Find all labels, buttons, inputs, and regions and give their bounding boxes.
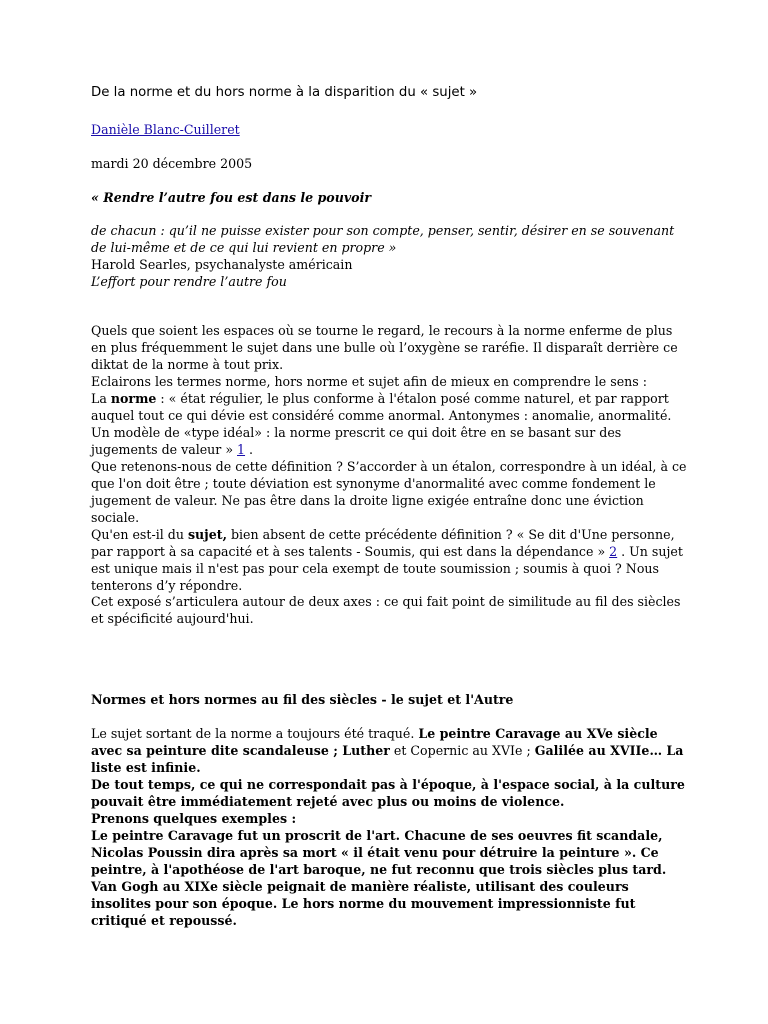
section-p1-bold-b: Galilée au XVIIe… La liste est infinie. — [91, 743, 684, 775]
footnote-link-2[interactable]: 2 — [609, 544, 618, 559]
epigraph-source: L’effort pour rendre l’autre fou — [91, 274, 287, 289]
intro-section — [91, 322, 687, 594]
norme-definition-end: . — [245, 442, 254, 457]
section-paragraph-3: Prenons quelques exemples : — [91, 811, 297, 826]
section-heading: Normes et hors normes au fil des siècles - le sujet et l'Autre — [91, 692, 514, 707]
publication-date: mardi 20 décembre 2005 — [91, 156, 253, 171]
section-paragraph-4: Le peintre Caravage fut un proscrit de l'art. Chacune de ses oeuvres fit scandale, Nicolas Poussin dira après sa mort « il était venu pour détruire la peinture ». Ce peintre, à l'apothéose de l'art baroque, ne fut reconnu que trois siècles plus tard. — [91, 828, 667, 877]
section-paragraph-2: De tout temps, ce qui ne correspondait pas à l'époque, à l'espace social, à la culture pouvait être immédiatement rejeté avec plus ou moins de violence. — [91, 777, 685, 809]
sujet-definition-text: bien absent de cette précédente définition ? « Se dit d'Une personne, par rapport à sa capacité et à ses talents - Soumis, qui est dans la dépendance » — [91, 527, 675, 559]
norme-prefix: La — [91, 391, 111, 406]
norme-term: norme — [110, 391, 157, 406]
section-p1-text: Le sujet sortant de la norme a toujours été traqué. — [91, 726, 419, 741]
sujet-prefix: Qu'en est-il du — [91, 527, 188, 542]
intro-paragraph-1: Quels que soient les espaces où se tourne le regard, le recours à la norme enferme de plus en plus fréquemment le sujet dans une bulle où l’oxygène se raréfie. Il disparaît derrière ce diktat de la norme à tout prix. — [91, 323, 678, 372]
sujet-definition-end: . Un sujet est unique mais il n'est pas pour cela exempt de toute soumission ; soumis à quoi ? Nous tenterons d’y répondre. — [91, 544, 683, 593]
epigraph-block — [91, 222, 687, 290]
sujet-term: sujet, — [187, 527, 227, 542]
norme-definition — [91, 390, 687, 458]
section-paragraph-1 — [91, 725, 687, 776]
document-title: De la norme et du hors norme à la disparition du « sujet » — [91, 85, 478, 100]
epigraph-attribution: Harold Searles, psychanalyste américain — [91, 257, 353, 272]
author-link[interactable]: Danièle Blanc-Cuilleret — [91, 122, 240, 137]
section-p1-text-b: et Copernic au XVIe ; — [389, 743, 535, 758]
sujet-definition — [91, 526, 687, 594]
section-paragraph-5: Van Gogh au XIXe siècle peignait de manière réaliste, utilisant des couleurs insolites pour son époque. Le hors norme du mouvement impressionniste fut critiqué et repoussé. — [91, 879, 636, 928]
norme-definition-text: : « état régulier, le plus conforme à l'étalon posé comme naturel, et par rapport auquel tout ce qui dévie est considéré comme anormal. Antonymes : anomalie, anormalité. Un modèle de «type idéal» : la norme prescrit ce qui doit être en se basant sur des jugements de valeur » — [91, 391, 672, 457]
epigraph-text: de chacun : qu’il ne puisse exister pour son compte, penser, sentir, désirer en se souvenant de lui-même et de ce qui lui revient en propre » — [91, 223, 675, 255]
section-body — [91, 725, 687, 929]
footnote-link-1[interactable]: 1 — [237, 442, 246, 457]
intro-paragraph-4: Que retenons-nous de cette définition ? S’accorder à un étalon, correspondre à un idéal, à ce que l'on doit être ; toute déviation est synonyme d'anormalité avec comme fondement le jugement de valeur. Ne pas être dans la droite ligne exigée entraîne donc une éviction sociale. — [91, 459, 687, 525]
epigraph-lead: « Rendre l’autre fou est dans le pouvoir — [91, 190, 372, 205]
intro-paragraph-2: Eclairons les termes norme, hors norme et sujet afin de mieux en comprendre le sens : — [91, 374, 647, 389]
section-p1-bold-a: Le peintre Caravage au XVe siècle avec sa peinture dite scandaleuse ; Luther — [91, 726, 658, 758]
plan-paragraph: Cet exposé s’articulera autour de deux axes : ce qui fait point de similitude au fil des siècles et spécificité aujourd'hui. — [91, 594, 681, 626]
